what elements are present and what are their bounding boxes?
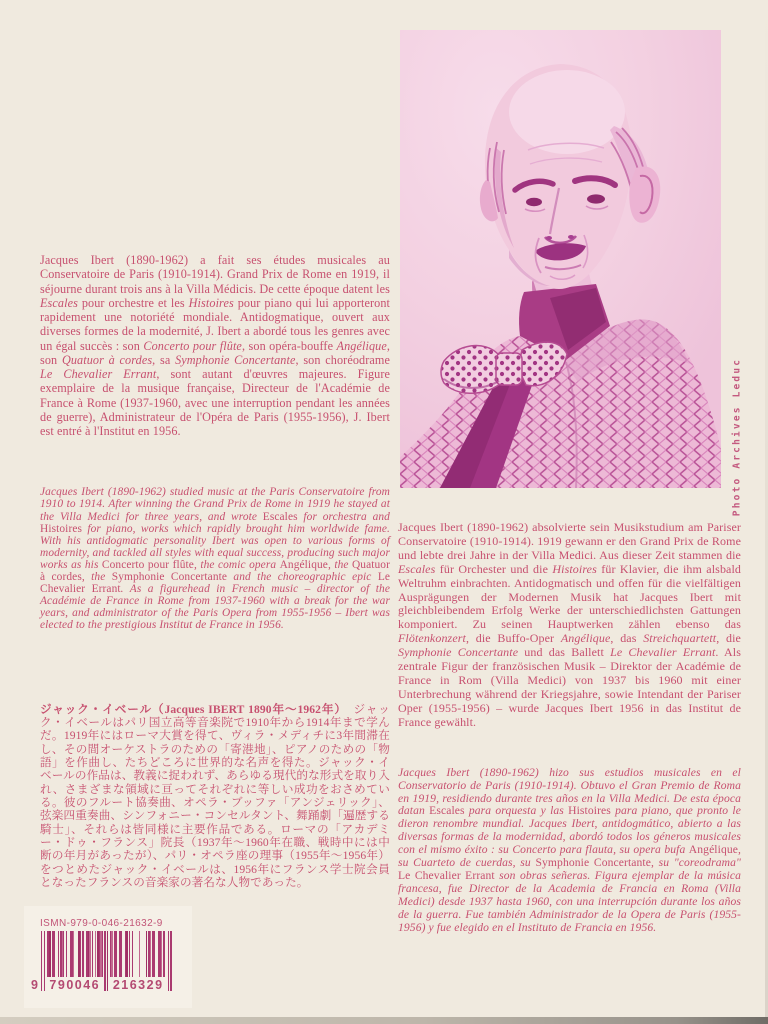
page-bottom-edge (0, 1017, 768, 1024)
paragraph-english: Jacques Ibert (1890-1962) studied music at the Paris Conservatoire from 1910 to 1914. After winning the Grand Prix de Rome in 1919 he stayed at the Villa Medici for three years, and wrote Escales for orchestra and Histoires for piano, works which rapidly brought him worldwide fame. With his antidogmatic personality Ibert was open to various forms of modernity, and tackled all styles with equal success, producing such major works as his Concerto pour flûte, the comic opera Angélique, the Quatuor à cordes, the Symphonie Concertante and the choreographic epic Le Chevalier Errant. As a figurehead in French music – director of the Académie de France in Rome from 1937-1960 with a break for the war years, and administrator of the Paris Opera from 1955-1956 – Ibert was elected to the prestigious Institut de France in 1956. (40, 486, 391, 632)
barcode-digits-group1: 790046 (47, 977, 104, 993)
barcode-graphic (31, 931, 172, 992)
paragraph-japanese: ジャック・イベール（Jacques IBERT 1890年～1962年） ジャック・イベールはパリ国立高等音楽院で1910年から1914年まで学んだ。1919年にはローマ大賞を得て、ヴィラ・メディチに3年間滞在し、その間オーケストラのための「寄港地」、ピアノのための「物語」を作曲し、たちどころに世界的な名声を得た。ジャック・イベールの作品は、教義に捉われず、あらゆる現代的な形式を取り入れ、さまざまな領域に亘ってそれぞれに等しい成功をおさめている。彼のフルート協奏曲、オペラ・ブッファ「アンジェリック」、弦楽四重奏曲、シンフォニー・コンセルタント、舞踊劇「遍歴する騎士」、それらは皆同様に主要作品である。ローマの「アカデミー・ドゥ・フランス」院長（1937年～1960年在職、戦時中には中断の年月があったが）、パリ・オペラ座の理事（1955年～1956年）をつとめたジャック・イベールは、1956年にフランス学士院会員となったフランスの音楽家の著名な人物であった。 (40, 702, 390, 890)
ismn-label: ISMN-979-0-046-21632-9 (40, 918, 163, 929)
paragraph-german: Jacques Ibert (1890-1962) absolvierte sein Musikstudium am Pariser Conservatoire (1910-1914). 1919 gewann er den Grand Prix de Rome und lebte drei Jahre in der Villa Medici. Aus dieser Zeit stammen die Escales für Orchester und die Histoires für Klavier, die ihm alsbald Weltruhm einbrachten. Antidogmatisch und offen für die vielfältigen Ausprägungen der Modernen Musik hat Jacques Ibert mit gleichbleibendem Erfolg Werke der unterschiedlichsten Gattungen komponiert. Zu seinen Hauptwerken zählen ebenso das Flötenkonzert, die Buffo-Oper Angélique, das Streichquartett, die Symphonie Concertante und das Ballett Le Chevalier Errant. Als zentrale Figur der französischen Musik – Direktor der Académie de France in Rom (Villa Medici) von 1937 bis 1960 mit einer Unterbrechung während der Kriegsjahre, sowie Intendant der Pariser Oper (1955-1956) – wurde Jacques Ibert 1956 in das Institut de France gewählt. (398, 520, 742, 729)
photo-credit: Photo Archives Leduc (731, 357, 743, 517)
barcode (32, 918, 182, 991)
paragraph-spanish: Jacques Ibert (1890-1962) hizo sus estudios musicales en el Conservatorio de Paris (1910-1914). Obtuvo el Gran Premio de Roma en 1919, residiendo durante tres años en la Villa Medici. De esta época datan Escales para orquesta y las Histoires para piano, que pronto le dieron renombre mundial. Jacques Ibert, antidogmático, abierto a las diversas formas de la modernidad, abordó todos los géneros musicales con el mismo éxito : su Concerto para flauta, su opera bufa Angélique, su Cuarteto de cuerdas, su Symphonie Concertante, su "coreodrama" Le Chevalier Errant son obras señeras. Figura ejemplar de la música francesa, fue Director de la Academia de Francia en Roma (Villa Medici) desde 1937 hasta 1960, con una interrupción durante los años de la guerra. Fue también Administrador de la Opera de Paris (1955-1956) y fue elegido en el Instituto de Francia en 1956. (398, 765, 741, 935)
barcode-lead-digit: 9 (31, 978, 38, 992)
barcode-digits-group2: 216329 (110, 977, 167, 993)
paragraph-french: Jacques Ibert (1890-1962) a fait ses études musicales au Conservatoire de Paris (1910-1914). Grand Prix de Rome en 1919, il séjourne durant trois ans à la Villa Médicis. De cette époque datent les Escales pour orchestre et les Histoires pour piano qui lui apporteront rapidement une notoriété mondiale. Antidogmatique, ouvert aux diverses formes de la modernité, J. Ibert a abordé tous les genres avec un égal succès : son Concerto pour flûte, son opéra-bouffe Angélique, son Quatuor à cordes, sa Symphonie Concertante, son choréodrame Le Chevalier Errant, sont autant d'œuvres majeures. Figure exemplaire de la musique française, Directeur de l'Académie de France à Rome (1937-1960, avec une interruption pendant les années de guerre), Administrateur de l'Opéra de Paris (1955-1956), J. Ibert est entré à l'Institut en 1956. (40, 253, 390, 439)
portrait-photo (400, 30, 721, 488)
portrait-illustration (400, 30, 721, 488)
